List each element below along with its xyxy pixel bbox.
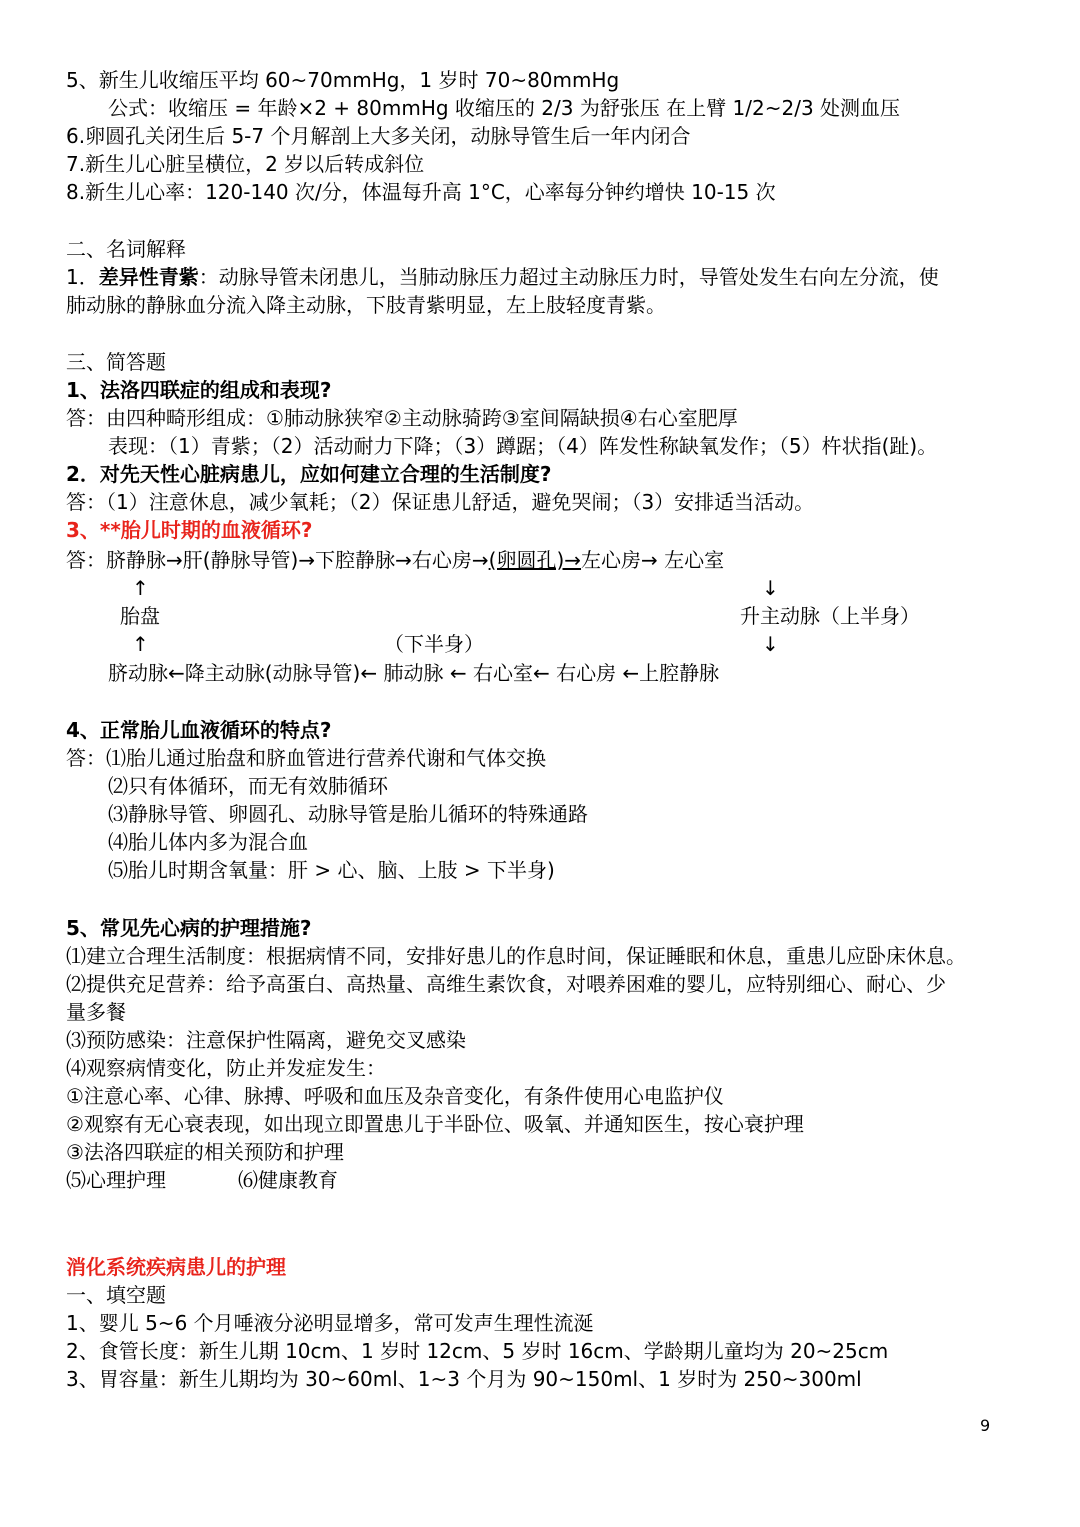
question-1: 1、法洛四联症的组成和表现? <box>66 378 332 402</box>
flow-row-5: 脐动脉←降主动脉(动脉导管)← 肺动脉 ← 右心室← 右心房 ←上腔静脉 <box>108 661 720 685</box>
flow-down-arrow-2: ↓ <box>762 632 779 656</box>
answer-5-item: ①注意心率、心律、脉搏、呼吸和血压及杂音变化，有条件使用心电监护仪 <box>66 1084 724 1108</box>
flow-row-1 <box>66 546 724 574</box>
flow-up-arrow-1: ↑ <box>132 576 149 600</box>
flow-row-1-foramen: (卵圆孔)→ <box>488 548 582 572</box>
answer-5-item: ②观察有无心衰表现，如出现立即置患儿于半卧位、吸氧、并通知医生，按心衰护理 <box>66 1112 804 1136</box>
answer-1a: 答：由四种畸形组成：①肺动脉狭窄②主动脉骑跨③室间隔缺损④右心室肥厚 <box>66 406 738 430</box>
answer-1b: 表现：（1）青紫；（2）活动耐力下降；（3）蹲踞；（4）阵发性称缺氧发作；（5）杵状指(趾)。 <box>108 434 938 458</box>
answer-4-item: ⑷胎儿体内多为混合血 <box>108 830 308 854</box>
answer-4-item: ⑸胎儿时期含氧量：肝 > 心、脑、上肢 > 下半身) <box>108 858 555 882</box>
section-title-terms: 二、名词解释 <box>66 237 186 261</box>
flow-down-arrow-1: ↓ <box>762 576 779 600</box>
section-title-fill: 一、填空题 <box>66 1283 166 1307</box>
term-def-2: 肺动脉的静脉血分流入降主动脉，下肢青紫明显，左上肢轻度青紫。 <box>66 293 666 317</box>
answer-2: 答：（1）注意休息，减少氧耗；（2）保证患儿舒适，避免哭闹；（3）安排适当活动。 <box>66 490 815 514</box>
fill-item: 1、婴儿 5~6 个月唾液分泌明显增多，常可发声生理性流涎 <box>66 1311 594 1335</box>
question-3: 3、**胎儿时期的血液循环? <box>66 518 313 542</box>
question-4: 4、正常胎儿血液循环的特点? <box>66 718 332 742</box>
answer-5-item: 量多餐 <box>66 1000 126 1024</box>
flow-row-1a: 答：脐静脉→肝(静脉导管)→下腔静脉→右心房→ <box>66 548 489 572</box>
line-heart-position: 7.新生儿心脏呈横位，2 岁以后转成斜位 <box>66 152 425 176</box>
page-number: 9 <box>980 1416 991 1435</box>
answer-4-item: ⑶静脉导管、卵圆孔、动脉导管是胎儿循环的特殊通路 <box>108 802 588 826</box>
term-number: 1． <box>66 265 99 289</box>
term-name: 差异性青紫 <box>98 265 199 289</box>
term-def-1: ：动脉导管未闭患儿，当肺动脉压力超过主动脉压力时，导管处发生右向左分流，使 <box>198 265 939 289</box>
section-title-qa: 三、简答题 <box>66 350 166 374</box>
fill-item: 3、胃容量：新生儿期均为 30~60ml、1~3 个月为 90~150ml、1 岁时为 250~300ml <box>66 1367 862 1391</box>
term-definition <box>66 263 939 291</box>
answer-4-item: ⑵只有体循环，而无有效肺循环 <box>108 774 388 798</box>
flow-placenta: 胎盘 <box>120 604 160 628</box>
line-heart-rate: 8.新生儿心率：120-140 次/分，体温每升高 1°C，心率每分钟约增快 10-15 次 <box>66 180 776 204</box>
fill-item: 2、食管长度：新生儿期 10cm、1 岁时 12cm、5 岁时 16cm、学龄期儿童均为 20~25cm <box>66 1339 889 1363</box>
flow-row-1b: 左心房→ 左心室 <box>581 548 725 572</box>
flow-aorta-upper: 升主动脉（上半身） <box>740 604 920 628</box>
line-formula: 公式：收缩压 = 年龄×2 + 80mmHg 收缩压的 2/3 为舒张压 在上臂 1/2~2/3 处测血压 <box>108 96 901 120</box>
chapter-title-digestive: 消化系统疾病患儿的护理 <box>66 1255 286 1279</box>
answer-5-item: ⑴建立合理生活制度：根据病情不同，安排好患儿的作息时间，保证睡眠和休息，重患儿应卧床休息。 <box>66 944 966 968</box>
answer-5-health-edu: ⑹健康教育 <box>238 1168 338 1192</box>
question-5: 5、常见先心病的护理措施? <box>66 916 312 940</box>
flow-lower-body: （下半身） <box>384 632 484 656</box>
answer-5-item: ⑶预防感染：注意保护性隔离，避免交叉感染 <box>66 1028 466 1052</box>
answer-5-psych: ⑸心理护理 <box>66 1168 166 1192</box>
line-bp: 5、新生儿收缩压平均 60~70mmHg，1 岁时 70~80mmHg <box>66 68 620 92</box>
answer-5-item: ⑷观察病情变化，防止并发症发生： <box>66 1056 386 1080</box>
answer-5-item: ③法洛四联症的相关预防和护理 <box>66 1140 344 1164</box>
line-foramen: 6.卵圆孔关闭生后 5-7 个月解剖上大多关闭，动脉导管生后一年内闭合 <box>66 124 691 148</box>
answer-5-item: ⑵提供充足营养：给予高蛋白、高热量、高维生素饮食，对喂养困难的婴儿，应特别细心、耐心、少 <box>66 972 946 996</box>
flow-up-arrow-2: ↑ <box>132 632 149 656</box>
answer-4-item: 答：⑴胎儿通过胎盘和脐血管进行营养代谢和气体交换 <box>66 746 546 770</box>
question-2: 2．对先天性心脏病患儿，应如何建立合理的生活制度? <box>66 462 552 486</box>
